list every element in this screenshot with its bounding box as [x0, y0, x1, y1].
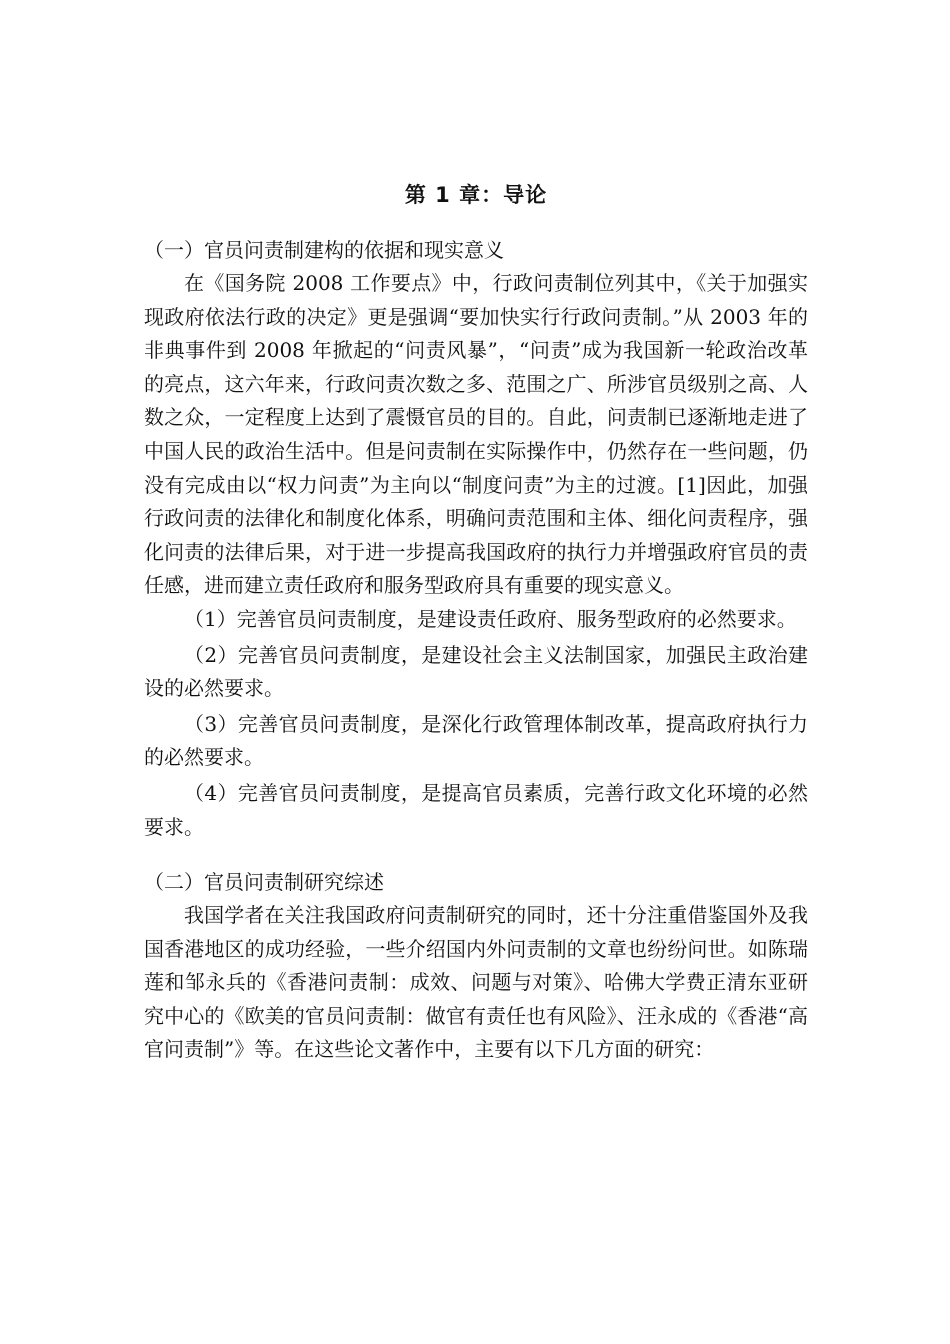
chapter-title: 第 1 章：导论 — [404, 183, 548, 207]
document-page — [144, 178, 808, 1067]
section-spacer — [144, 846, 808, 866]
section-1-paragraph: 在《国务院 2008 工作要点》中，行政问责制位列其中，《关于加强实现政府依法行政的决定》更是强调“要加快实行行政问责制。”从 2003 年的非典事件到 2008 年掀起的“问责风暴”，“问责”成为我国新一轮政治改革的亮点，这六年来，行政问责次数之多、范围之广、所涉官员级别之高、人数之众，一定程度上达到了震慑官员的目的。自此，问责制已逐渐地走进了中国人民的政治生活中。但是问责制在实际操作中，仍然存在一些问题，仍没有完成由以“权力问责”为主向以“制度问责”为主的过渡。[1]因此，加强行政问责的法律化和制度化体系，明确问责范围和主体、细化问责程序，强化问责的法律后果，对于进一步提高我国政府的执行力并增强政府官员的责任感，进而建立责任政府和服务型政府具有重要的现实意义。 — [144, 271, 808, 598]
section-2-paragraph: 我国学者在关注我国政府问责制研究的同时，还十分注重借鉴国外及我国香港地区的成功经验，一些介绍国内外问责制的文章也纷纷问世。如陈瑞莲和邹永兵的《香港问责制：成效、问题与对策》、哈佛大学费正清东亚研究中心的《欧美的官员问责制：做官有责任也有风险》、汪永成的《香港“高官问责制”》等。在这些论文著作中，主要有以下几方面的研究： — [144, 903, 808, 1062]
section-heading-2: （二）官员问责制研究综述 — [144, 870, 384, 895]
list-item: （1）完善官员问责制度，是建设责任政府、服务型政府的必然要求。 — [184, 606, 797, 631]
list-item: （4）完善官员问责制度，是提高官员素质，完善行政文化环境的必然要求。 — [144, 780, 808, 839]
list-item: （2）完善官员问责制度，是建设社会主义法制国家，加强民主政治建设的必然要求。 — [144, 642, 808, 701]
list-item: （3）完善官员问责制度，是深化行政管理体制改革，提高政府执行力的必然要求。 — [144, 711, 808, 770]
section-heading-1: （一）官员问责制建构的依据和现实意义 — [144, 238, 504, 262]
